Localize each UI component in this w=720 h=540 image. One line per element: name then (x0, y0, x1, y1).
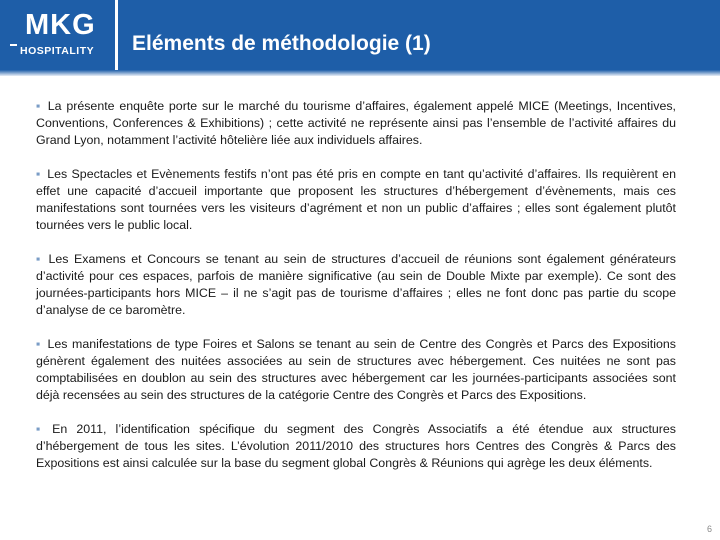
slide-content (36, 98, 676, 489)
paragraph-5 (36, 421, 676, 472)
slide-header (0, 0, 720, 85)
bullet-icon: ▪ (36, 422, 47, 436)
header-divider (0, 70, 720, 76)
bullet-icon: ▪ (36, 99, 42, 113)
title-bar (118, 0, 720, 70)
paragraph-text: Les manifestations de type Foires et Salons se tenant au sein de Centre des Congrès et Parcs des Expositions génèrent également des nuitées associées au sein de structures avec hébergement. Ces nuitées ne sont pas comptabilisées en doublon au sein des structures avec hébergement car les journées-participants associées sont déjà recensées au sein des structures de la catégorie Centre des Congrès et Parcs des Expositions. (36, 337, 676, 402)
paragraph-4 (36, 336, 676, 404)
paragraph-1 (36, 98, 676, 149)
bullet-icon: ▪ (36, 252, 43, 266)
company-logo (0, 0, 115, 70)
page-number: 6 (706, 524, 712, 534)
paragraph-3 (36, 251, 676, 319)
logo-main-text: MKG (25, 9, 96, 41)
page-title: Eléments de méthodologie (1) (132, 32, 431, 55)
paragraph-text: Les Examens et Concours se tenant au sein de structures d’accueil de réunions sont également générateurs d’activité pour ces espaces, parfois de manière significative (au sein de Double Mixte par exemple). Ce sont des journées-participants hors MICE – il ne s’agit pas de tourisme d’affaires ; elles ne font donc pas partie du scope d’analyse de ce baromètre. (36, 252, 676, 317)
logo-sub-text: HOSPITALITY (20, 45, 95, 57)
paragraph-2 (36, 166, 676, 234)
paragraph-text: Les Spectacles et Evènements festifs n’ont pas été pris en compte en tant qu’activité d’affaires. Ils requièrent en effet une capacité d’accueil importante que proposent les structures d’hébergement d’évènements, mais ces manifestations sont tournées vers les visiteurs d’agrément et non un public d’affaires ; elles sont également plutôt tournées vers le public local. (36, 167, 676, 232)
bullet-icon: ▪ (36, 337, 42, 351)
logo-divider (10, 44, 17, 46)
paragraph-text: La présente enquête porte sur le marché du tourisme d’affaires, également appelé MICE (Meetings, Incentives, Conventions, Conferences & Exhibitions) ; cette activité ne représente ainsi pas l’ensemble de l’activité affaires du Grand Lyon, notamment l’activité hôtelière liée aux individuels affaires. (36, 99, 676, 147)
paragraph-text: En 2011, l’identification spécifique du segment des Congrès Associatifs a été étendue aux structures d’hébergement de tous les sites. L’évolution 2011/2010 des structures hors Centres des Congrès & Parcs des Expositions est ainsi calculée sur la base du segment global Congrès & Réunions qui agrège les deux éléments. (36, 422, 676, 470)
bullet-icon: ▪ (36, 167, 42, 181)
